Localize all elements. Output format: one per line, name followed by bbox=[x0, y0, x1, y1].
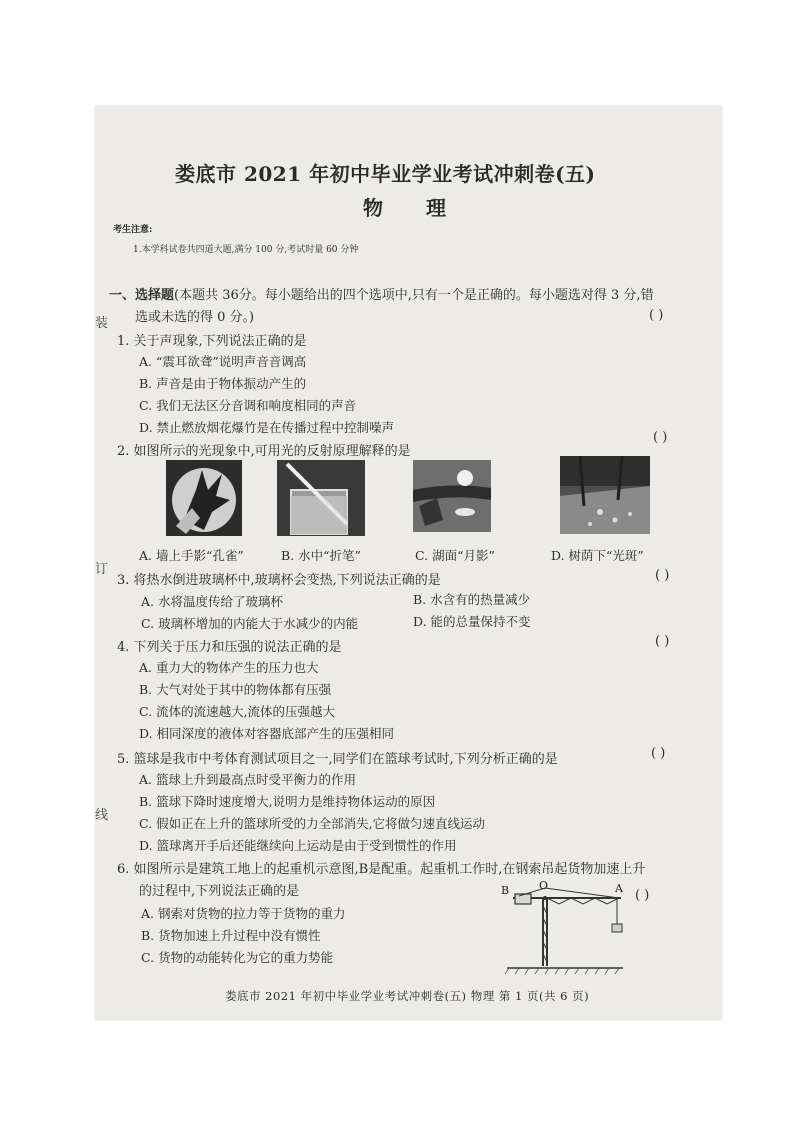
notice-body: 1.本学科试卷共四道大题,满分 100 分,考试时量 60 分钟 bbox=[133, 245, 359, 255]
answer-bracket-q2: ( ) bbox=[653, 430, 668, 445]
q2-option-a: A. 墙上手影“孔雀” bbox=[139, 548, 244, 563]
notice-heading: 考生注意: bbox=[113, 225, 153, 235]
margin-mark-zhuang: 装 bbox=[95, 316, 109, 331]
q1-option-b: B. 声音是由于物体振动产生的 bbox=[139, 376, 307, 391]
q2-option-b: B. 水中“折笔” bbox=[281, 548, 361, 563]
q3-option-d: D. 能的总量保持不变 bbox=[413, 614, 531, 629]
crane-diagram bbox=[499, 880, 629, 976]
crane-label-o: O bbox=[539, 880, 549, 892]
photo-tree-shade bbox=[560, 456, 650, 534]
q5-option-c: C. 假如正在上升的篮球所受的力全部消失,它将做匀速直线运动 bbox=[139, 816, 486, 831]
section-label: 一、选择题 bbox=[109, 288, 175, 303]
q2-option-d: D. 树荫下“光斑” bbox=[551, 548, 644, 563]
question-6-stem-cont: 的过程中,下列说法正确的是 bbox=[139, 884, 300, 899]
photo-bent-pencil bbox=[277, 460, 365, 536]
crane-label-b: B bbox=[501, 884, 510, 897]
q6-option-c: C. 货物的动能转化为它的重力势能 bbox=[141, 950, 334, 965]
q5-option-a: A. 篮球上升到最高点时受平衡力的作用 bbox=[139, 772, 356, 787]
question-2-stem: 2. 如图所示的光现象中,可用光的反射原理解释的是 bbox=[117, 444, 411, 459]
answer-bracket-q1: ( ) bbox=[649, 308, 664, 323]
q4-option-a: A. 重力大的物体产生的压力也大 bbox=[139, 660, 319, 675]
q3-option-a: A. 水将温度传给了玻璃杯 bbox=[141, 594, 283, 609]
answer-bracket-q3: ( ) bbox=[655, 568, 670, 583]
question-6-stem: 6. 如图所示是建筑工地上的起重机示意图,B是配重。起重机工作时,在钢索吊起货物加速上升 bbox=[117, 862, 646, 877]
question-4-stem: 4. 下列关于压力和压强的说法正确的是 bbox=[117, 640, 342, 655]
q1-option-c: C. 我们无法区分音调和响度相同的声音 bbox=[139, 398, 357, 413]
page-footer: 娄底市 2021 年初中毕业学业考试冲刺卷(五) 物理 第 1 页(共 6 页) bbox=[225, 989, 590, 1003]
q4-option-b: B. 大气对处于其中的物体都有压强 bbox=[139, 682, 332, 697]
q6-option-b: B. 货物加速上升过程中没有惯性 bbox=[141, 928, 321, 943]
exam-page bbox=[95, 106, 722, 1020]
subject-title: 物 理 bbox=[363, 196, 464, 220]
q5-option-b: B. 篮球下降时速度增大,说明力是维持物体运动的原因 bbox=[139, 794, 436, 809]
section-heading bbox=[109, 284, 654, 303]
question-1-stem: 1. 关于声现象,下列说法正确的是 bbox=[117, 334, 307, 349]
counterweight-block bbox=[515, 894, 531, 904]
q6-option-a: A. 钢索对货物的拉力等于货物的重力 bbox=[141, 906, 346, 921]
q1-option-d: D. 禁止燃放烟花爆竹是在传播过程中控制噪声 bbox=[139, 420, 395, 435]
photo-hand-shadow bbox=[166, 460, 242, 536]
q1-option-a: A. “震耳欲聋”说明声音音调高 bbox=[139, 354, 307, 369]
answer-bracket-q4: ( ) bbox=[655, 634, 670, 649]
section-instructions-cont: 选或未选的得 0 分。) bbox=[135, 310, 255, 325]
q3-option-c: C. 玻璃杯增加的内能大于水减少的内能 bbox=[141, 616, 359, 631]
q4-option-c: C. 流体的流速越大,流体的压强越大 bbox=[139, 704, 336, 719]
photo-moon-reflection bbox=[413, 460, 491, 532]
q5-option-d: D. 篮球离开手后还能继续向上运动是由于受到惯性的作用 bbox=[139, 838, 457, 853]
margin-mark-xian: 线 bbox=[95, 808, 109, 823]
crane-label-a: A bbox=[615, 882, 623, 895]
q4-option-d: D. 相同深度的液体对容器底部产生的压强相同 bbox=[139, 726, 395, 741]
exam-title: 娄底市 2021 年初中毕业学业考试冲刺卷(五) bbox=[175, 162, 596, 186]
q2-option-c: C. 湖面“月影” bbox=[415, 548, 495, 563]
answer-bracket-q5: ( ) bbox=[651, 746, 666, 761]
q3-option-b: B. 水含有的热量减少 bbox=[413, 592, 531, 607]
question-5-stem: 5. 篮球是我市中考体育测试项目之一,同学们在篮球考试时,下列分析正确的是 bbox=[117, 752, 558, 767]
answer-bracket-q6: ( ) bbox=[635, 888, 650, 903]
margin-mark-ding: 订 bbox=[95, 562, 109, 577]
question-3-stem: 3. 将热水倒进玻璃杯中,玻璃杯会变热,下列说法正确的是 bbox=[117, 573, 441, 588]
section-instructions: (本题共 36分。每小题给出的四个选项中,只有一个是正确的。每小题选对得 3 分,错 bbox=[174, 288, 654, 303]
